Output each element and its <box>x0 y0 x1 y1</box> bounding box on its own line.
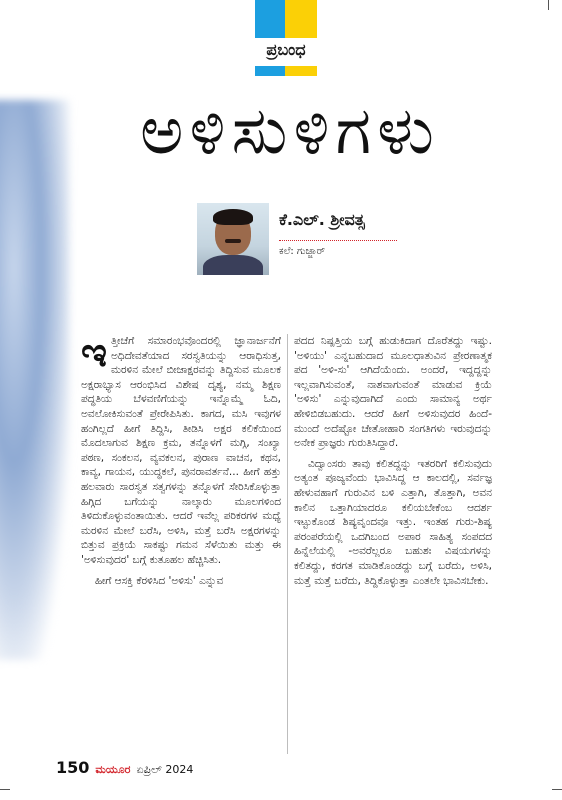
paragraph: ವಿದ್ವಾಂಸರು ತಾವು ಕಲಿತದ್ದನ್ನು ಇತರರಿಗೆ ಕಲಿಸುವುದು ಅತ್ಯಂತ ಪೂಜ್ಯವೆಂದು ಭಾವಿಸಿದ್ದ ಆ ಕಾಲದಲ್ಲಿ, ಸರ್ವಜ್ಞ ಹೇಳುವಹಾಗೆ ಗುರುವಿನ ಬಳಿ ಎತ್ತಾಗಿ, ತೊತ್ತಾಗಿ, ಅವನ ಕಾಲಿನ ಒತ್ತಾಗಿಯಾದರೂ ಕಲಿಯಬೇಕೆಂಬ ಆದರ್ಶ ಇಟ್ಟುಕೊಂಡ ಶಿಷ್ಯವೃಂದವೂ ಇತ್ತು. ಇಂತಹ ಗುರು-ಶಿಷ್ಯ ಪರಂಪರೆಯಲ್ಲಿ ಒದಗಿಬಂದ ಅಪಾರ ಸಾಹಿತ್ಯ ಸಂಪದದ ಹಿನ್ನೆಲೆಯಲ್ಲಿ -ಅವರೆಲ್ಲರೂ ಬಹುಶಃ ವಿಷಯಗಳನ್ನು ಕಲಿತದ್ದು, ಕರಗತ ಮಾಡಿಕೊಂಡದ್ದು ಬಗ್ಗೆ ಬರೆದು, ಅಳಿಸಿ, ಮತ್ತೆ ಮತ್ತೆ ಬರೆದು, ತಿದ್ದಿಕೊಳ್ಳುತ್ತಾ ಎಂತಲೇ ಭಾವಿಸಬೇಕು. <box>294 457 492 587</box>
author-name: ಕೆ.ಎಲ್. ಶ್ರೀವತ್ಸ <box>279 210 365 229</box>
crop-mark <box>0 789 10 790</box>
crop-mark <box>548 0 549 10</box>
article-title: ಅಳಿಸುಳಿಗಳು <box>140 92 440 169</box>
crop-mark <box>552 789 562 790</box>
page-footer <box>56 758 193 778</box>
paragraph: ಹೀಗೆ ಆಸಕ್ತಿ ಕೆರಳಿಸಿದ 'ಅಳಿಸು' ಎನ್ನುವ <box>95 574 224 587</box>
tag-blue-block <box>255 0 285 38</box>
right-column <box>294 334 492 588</box>
tag-yellow-block <box>285 0 317 38</box>
section-tag-label: ಪ್ರಬಂಧ <box>266 40 306 59</box>
left-column <box>81 330 281 588</box>
section-tag <box>255 0 317 76</box>
watercolor-illustration <box>0 100 70 660</box>
paragraph: ಪದದ ನಿಷ್ಪತ್ತಿಯ ಬಗ್ಗೆ ಹುಡುಕಿದಾಗ ದೊರೆತದ್ದು ಇಷ್ಟು. 'ಅಳಿಯು' ಎನ್ನಬಹುದಾದ ಮೂಲಧಾತುವಿನ ಪ್ರೇರಣಾತ್ಮಕ ಪದ 'ಅಳಿ-ಸು' ಆಗಿದೆಯೆಂದು. ಅಂದರೆ, ಇದ್ದದ್ದನ್ನು ಇಲ್ಲವಾಗಿಸುವಂತೆ, ನಾಶವಾಗುವಂತೆ ಮಾಡುವ ಕ್ರಿಯೆ 'ಅಳಿಸು' ಎನ್ನುವುದಾಗಿದೆ ಎಂದು ಸಾಮಾನ್ಯ ಅರ್ಥ ಹೇಳಿಬಿಡಬಹುದು. ಆದರೆ ಹೀಗೆ ಅಳಿಸುವುದರ ಹಿಂದೆ-ಮುಂದೆ ಅದೆಷ್ಟೋ ಚೇತೋಹಾರಿ ಸಂಗತಿಗಳು ಇರುವುದನ್ನು ಅನೇಕ ಪ್ರಾಜ್ಞರು ಗುರುತಿಸಿದ್ದಾರೆ. <box>294 335 492 450</box>
issue-date: ಏಪ್ರಿಲ್ 2024 <box>136 763 194 776</box>
drop-cap: ಇ <box>81 330 107 376</box>
author-photo <box>197 203 269 275</box>
author-divider <box>279 240 397 241</box>
paragraph <box>81 330 281 568</box>
magazine-logo: ಮಯೂರ <box>95 763 131 776</box>
page-number: 150 <box>56 758 90 777</box>
tag-underline <box>255 66 317 76</box>
illustration-credit: ಕಲೆ: ಗುಜ್ಜಾರ್ <box>279 246 325 257</box>
paragraph-text: ತ್ತೀಚೆಗೆ ಸಮಾರಂಭವೊಂದರಲ್ಲಿ ಜ್ಞಾನಾರ್ಜನೆಗೆ ಅಧಿದೇವತೆಯಾದ ಸರಸ್ವತಿಯನ್ನು ಆರಾಧಿಸುತ್ತ, ಮರಳಿನ ಮೇಲೆ ಬೀಜಾಕ್ಷರವನ್ನು ತಿದ್ದಿಸುವ ಮೂಲಕ ಅಕ್ಷರಾಭ್ಯಾಸ ಆರಂಭಿಸಿದ ವಿಶೇಷ ದೃಶ್ಯ, ನಮ್ಮ ಶಿಕ್ಷಣ ಪದ್ಧತಿಯ ಬೆಳವಣಿಗೆಯನ್ನು ಇನ್ನೊಮ್ಮೆ ಓದಿ, ಅವಲೋಕಿಸುವಂತೆ ಪ್ರೇರೇಪಿಸಿತು. ಕಾಗದ, ಮಸಿ ಇವುಗಳ ಹಂಗಿಲ್ಲದೆ ಹೀಗೆ ತಿದ್ದಿಸಿ, ತೀಡಿಸಿ ಅಕ್ಷರ ಕಲಿಕೆಯಿಂದ ಮೊದಲಾಗುವ ಶಿಕ್ಷಣ ಕ್ರಮ, ತನ್ನೊಳಗೆ ಮಗ್ಗಿ, ಸಂಖ್ಯಾ ಪಠಣ, ಸಂಕಲನ, ವ್ಯವಕಲನ, ಪುರಾಣ ವಾಚನ, ಕಥನ, ಕಾವ್ಯ, ಗಾಯನ, ಯುದ್ಧಕಲೆ, ಪುನರಾವರ್ತನೆ... ಹೀಗೆ ಹತ್ತು ಹಲವಾರು ಸಾರಸ್ವತ ಸತ್ವಗಳನ್ನು ತನ್ನೊಳಗೆ ಸೇರಿಸಿಕೊಳ್ಳುತ್ತಾ ಹಿಗ್ಗಿದ ಬಗೆಯನ್ನು ನಾಲ್ಕಾರು ಮೂಲಗಳಿಂದ ತಿಳಿದುಕೊಳ್ಳುವಂತಾಯಿತು. ಆದರೆ ಇವೆಲ್ಲ ಪರಿಕರಗಳ ಮಧ್ಯೆ ಮರಳಿನ ಮೇಲೆ ಬರೆಸಿ, ಅಳಿಸಿ, ಮತ್ತೆ ಬರೆಸಿ ಅಕ್ಷರಗಳನ್ನು ಬಿತ್ತುವ ಪ್ರಕ್ರಿಯೆ ಸಾಕಷ್ಟು ಗಮನ ಸೆಳೆಯಿತು ಮತ್ತು ಈ 'ಅಳಿಸುವುದರ' ಬಗ್ಗೆ ಕುತೂಹಲ ಹೆಚ್ಚಿಸಿತು. <box>81 335 281 566</box>
column-divider <box>287 334 288 754</box>
